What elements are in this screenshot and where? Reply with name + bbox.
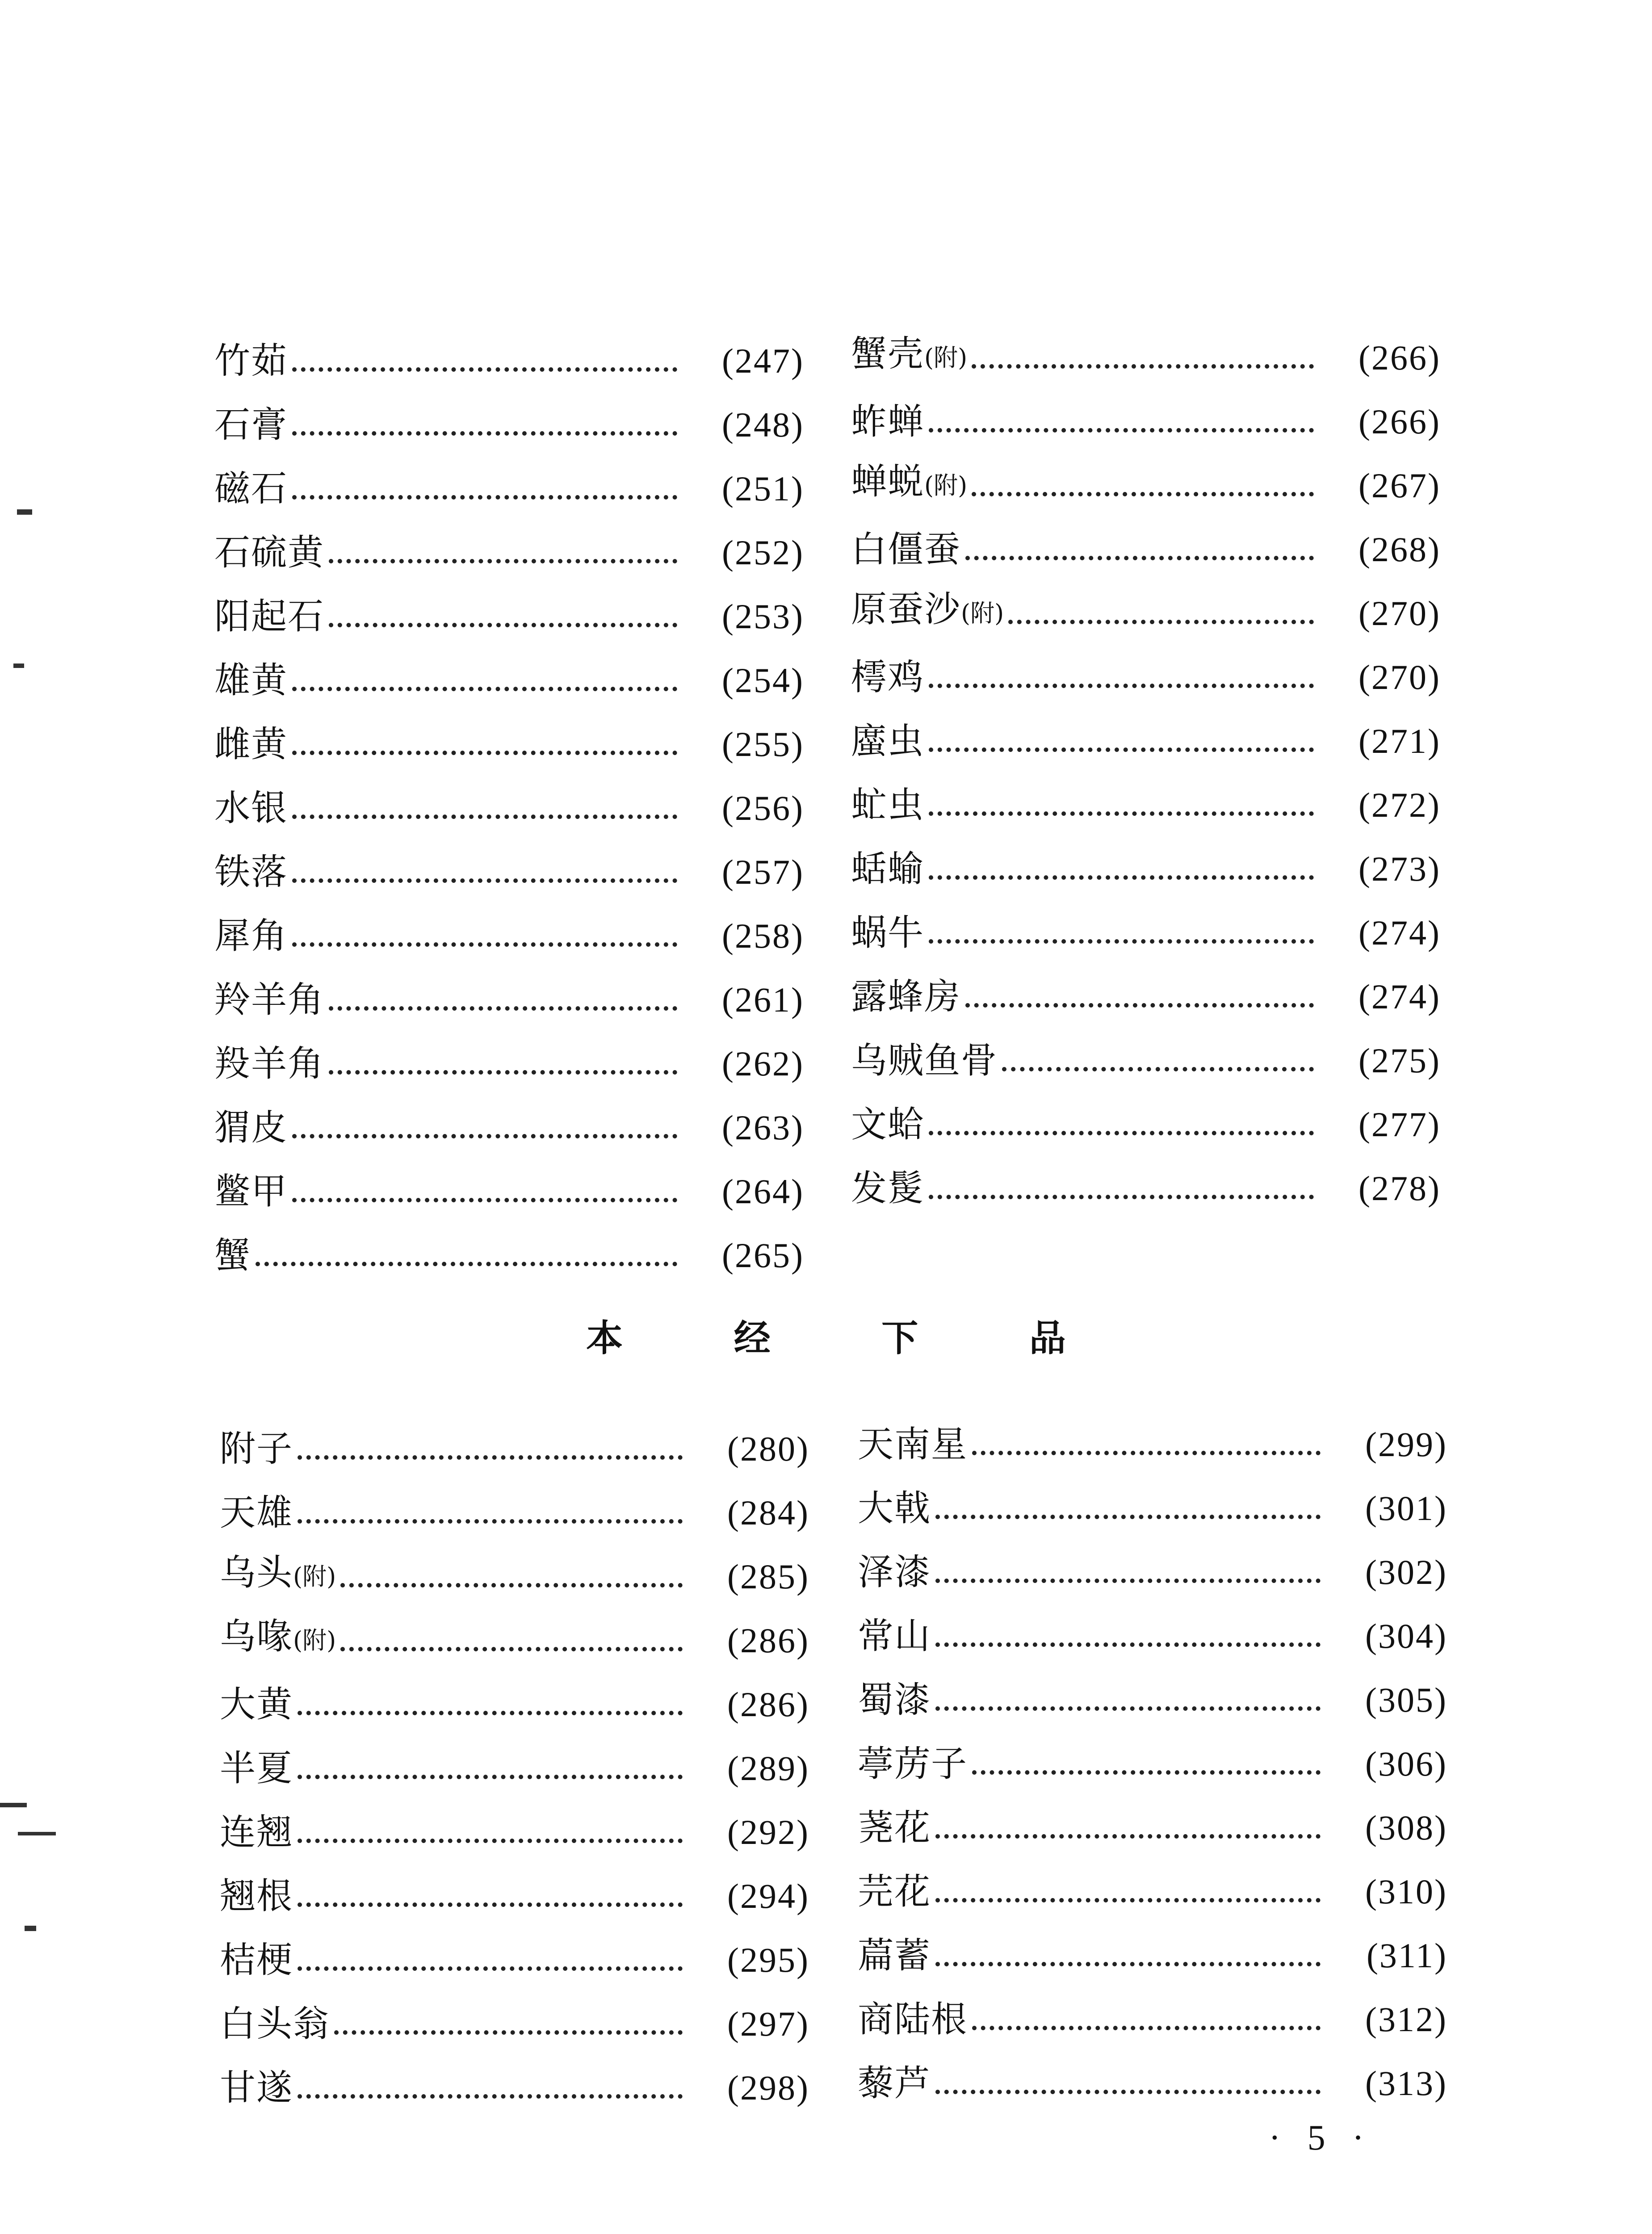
entry-title-text: 原蚕沙 xyxy=(851,588,961,630)
dot-leader xyxy=(292,1198,677,1202)
dot-leader xyxy=(1002,1067,1314,1071)
dot-leader xyxy=(329,1006,677,1011)
entry-title-text: 樗鸡 xyxy=(851,656,924,698)
dot-leader xyxy=(329,623,677,627)
entry-page-number: (264) xyxy=(722,1172,804,1211)
entry-title-text: 大黄 xyxy=(220,1684,293,1725)
entry-page-number: (271) xyxy=(1358,722,1441,760)
entry-title xyxy=(851,1038,998,1083)
scan-speck xyxy=(13,663,24,668)
entry-title xyxy=(220,1746,293,1791)
dot-leader xyxy=(298,1775,683,1779)
entry-title xyxy=(851,847,924,891)
entry-page-number: (298) xyxy=(727,2068,809,2107)
dot-leader xyxy=(334,2030,683,2035)
entry-page-number: (304) xyxy=(1365,1617,1447,1655)
toc-entry xyxy=(851,1083,1441,1147)
dot-leader xyxy=(935,1579,1321,1583)
entry-page-number: (286) xyxy=(727,1621,809,1660)
toc-entry xyxy=(851,955,1441,1019)
toc-entry xyxy=(851,1019,1441,1083)
dot-leader xyxy=(929,747,1314,752)
entry-page-number: (267) xyxy=(1358,466,1441,505)
toc-entry xyxy=(214,511,804,575)
entry-page-number: (258) xyxy=(722,916,804,955)
toc-entry xyxy=(858,1786,1447,1850)
dot-leader xyxy=(298,1902,683,1907)
toc-entry xyxy=(220,1727,809,1791)
entry-title xyxy=(858,1806,931,1850)
entry-title-text: 萹蓄 xyxy=(858,1935,931,1976)
dot-leader xyxy=(298,1455,683,1460)
toc-entry xyxy=(858,1914,1447,1978)
entry-page-number: (312) xyxy=(1365,2000,1447,2039)
entry-title-text: 蚱蝉 xyxy=(851,401,924,442)
entry-title xyxy=(214,1233,251,1278)
entry-title-text: 乌头 xyxy=(220,1552,293,1593)
dot-leader xyxy=(929,1131,1314,1135)
dot-leader xyxy=(1008,620,1314,624)
entry-page-number: (263) xyxy=(722,1108,804,1147)
entry-page-number: (313) xyxy=(1365,2064,1447,2103)
entry-title xyxy=(214,1169,288,1214)
entry-title xyxy=(220,1810,293,1855)
entry-title xyxy=(214,594,324,639)
entry-title xyxy=(220,1682,293,1727)
toc-column-upper-right xyxy=(851,316,1441,1211)
toc-entry xyxy=(858,1467,1447,1531)
entry-page-number: (247) xyxy=(722,341,804,380)
dot-leader xyxy=(929,684,1314,688)
toc-entry xyxy=(851,444,1441,508)
entry-title xyxy=(214,658,288,703)
toc-entry xyxy=(851,1147,1441,1211)
toc-entry xyxy=(214,894,804,958)
entry-title xyxy=(851,783,924,827)
toc-entry xyxy=(214,447,804,511)
entry-title xyxy=(851,1102,924,1147)
entry-title xyxy=(851,1166,924,1211)
entry-title xyxy=(220,1550,336,1599)
entry-title xyxy=(220,1491,293,1535)
toc-entry xyxy=(220,1791,809,1855)
dot-leader xyxy=(292,1134,677,1138)
entry-title xyxy=(858,1422,968,1467)
entry-title-text: 常山 xyxy=(858,1615,931,1657)
entry-page-number: (289) xyxy=(727,1749,809,1788)
entry-title-text: 蝉蜕 xyxy=(851,461,924,502)
scan-speck xyxy=(0,1803,27,1807)
entry-title-text: 藜芦 xyxy=(858,2062,931,2104)
entry-page-number: (280) xyxy=(727,1429,809,1468)
entry-page-number: (310) xyxy=(1365,1872,1447,1911)
entry-title xyxy=(220,1427,293,1471)
entry-title-text: 竹茹 xyxy=(214,340,288,382)
entry-page-number: (255) xyxy=(722,725,804,764)
toc-entry xyxy=(214,767,804,831)
entry-page-number: (295) xyxy=(727,1940,809,1979)
entry-title-text: 露蜂房 xyxy=(851,976,961,1017)
entry-title-text: 发髲 xyxy=(851,1167,924,1209)
entry-appendix-note: (附) xyxy=(924,471,968,500)
scan-speck xyxy=(17,509,32,515)
entry-title-text: 猬皮 xyxy=(214,1107,288,1148)
dot-leader xyxy=(292,367,677,372)
entry-title xyxy=(858,1742,968,1786)
entry-title xyxy=(214,786,288,831)
entry-title xyxy=(858,1997,968,2042)
entry-title-text: 蛞蝓 xyxy=(851,848,924,890)
dot-leader xyxy=(972,1770,1321,1775)
entry-title xyxy=(851,719,924,764)
toc-entry xyxy=(851,572,1441,636)
entry-page-number: (256) xyxy=(722,789,804,827)
entry-title xyxy=(220,1874,293,1919)
dot-leader xyxy=(972,1451,1321,1455)
toc-entry xyxy=(220,2046,809,2110)
entry-page-number: (292) xyxy=(727,1813,809,1852)
toc-entry xyxy=(220,1855,809,1919)
entry-title-text: 蜗牛 xyxy=(851,912,924,953)
dot-leader xyxy=(972,364,1314,369)
dot-leader xyxy=(935,1898,1321,1902)
entry-title-text: 水银 xyxy=(214,787,288,829)
dot-leader xyxy=(929,875,1314,880)
entry-title-text: 铁落 xyxy=(214,851,288,893)
entry-page-number: (274) xyxy=(1358,913,1441,952)
entry-page-number: (262) xyxy=(722,1044,804,1083)
dot-leader xyxy=(292,431,677,436)
dot-leader xyxy=(292,942,677,947)
entry-title xyxy=(214,914,288,958)
toc-entry xyxy=(214,1086,804,1150)
dot-leader xyxy=(935,1515,1321,1519)
toc-entry xyxy=(851,891,1441,955)
entry-page-number: (270) xyxy=(1358,594,1441,633)
entry-page-number: (266) xyxy=(1358,402,1441,441)
entry-page-number: (286) xyxy=(727,1685,809,1724)
section-title-lower-grade: 本 经 下 品 xyxy=(586,1317,1115,1360)
entry-title-text: 䗪虫 xyxy=(851,720,924,762)
dot-leader xyxy=(929,428,1314,433)
entry-title xyxy=(220,1938,293,1982)
dot-leader xyxy=(292,687,677,691)
toc-entry xyxy=(858,1722,1447,1786)
entry-page-number: (252) xyxy=(722,533,804,572)
entry-title-text: 蟹壳 xyxy=(851,333,924,374)
entry-title-text: 鳖甲 xyxy=(214,1171,288,1212)
entry-page-number: (273) xyxy=(1358,849,1441,888)
entry-title-text: 羚羊角 xyxy=(214,979,324,1020)
entry-title xyxy=(858,1869,931,1914)
entry-title-text: 乌贼鱼骨 xyxy=(851,1040,998,1081)
entry-page-number: (268) xyxy=(1358,530,1441,569)
entry-title xyxy=(214,1041,324,1086)
dot-leader xyxy=(972,2026,1321,2030)
entry-title-text: 石膏 xyxy=(214,404,288,445)
toc-entry xyxy=(214,958,804,1022)
entry-page-number: (306) xyxy=(1365,1744,1447,1783)
entry-title xyxy=(214,403,288,447)
entry-page-number: (266) xyxy=(1358,338,1441,377)
scan-speck xyxy=(25,1926,36,1931)
entry-title-text: 连翘 xyxy=(220,1811,293,1853)
entry-title xyxy=(858,2061,931,2106)
entry-title-text: 白头翁 xyxy=(220,2003,330,2045)
dot-leader xyxy=(298,1711,683,1715)
entry-page-number: (284) xyxy=(727,1493,809,1532)
entry-page-number: (257) xyxy=(722,852,804,891)
entry-title-text: 荛花 xyxy=(858,1807,931,1848)
entry-page-number: (299) xyxy=(1365,1425,1447,1464)
toc-entry xyxy=(214,575,804,639)
toc-entry xyxy=(214,831,804,894)
entry-title xyxy=(214,339,288,383)
entry-title-text: 雄黄 xyxy=(214,659,288,701)
toc-entry xyxy=(220,1407,809,1471)
toc-entry xyxy=(858,1531,1447,1595)
entry-title-text: 天雄 xyxy=(220,1492,293,1533)
toc-entry xyxy=(214,1214,804,1278)
entry-title xyxy=(851,459,967,508)
entry-title-text: 虻虫 xyxy=(851,784,924,826)
entry-page-number: (275) xyxy=(1358,1041,1441,1080)
entry-title-text: 天南星 xyxy=(858,1424,968,1465)
toc-entry xyxy=(220,1535,809,1599)
entry-page-number: (305) xyxy=(1365,1680,1447,1719)
dot-leader xyxy=(292,495,677,500)
entry-title-text: 桔梗 xyxy=(220,1939,293,1981)
dot-leader xyxy=(929,811,1314,816)
page-folio: · 5 · xyxy=(1269,2118,1373,2158)
entry-page-number: (270) xyxy=(1358,658,1441,697)
entry-title xyxy=(858,1933,931,1978)
entry-page-number: (272) xyxy=(1358,785,1441,824)
entry-page-number: (297) xyxy=(727,2004,809,2043)
entry-title-text: 石硫黄 xyxy=(214,532,324,573)
entry-page-number: (302) xyxy=(1365,1553,1447,1592)
dot-leader xyxy=(935,1706,1321,1711)
entry-title xyxy=(851,655,924,700)
entry-title-text: 乌喙 xyxy=(220,1616,293,1657)
toc-entry xyxy=(851,636,1441,700)
dot-leader xyxy=(329,1070,677,1075)
entry-title xyxy=(214,466,288,511)
toc-column-lower-left xyxy=(220,1407,809,2110)
dot-leader xyxy=(972,492,1314,496)
entry-appendix-note: (附) xyxy=(961,599,1004,627)
toc-entry xyxy=(851,380,1441,444)
entry-title-text: 商陆根 xyxy=(858,1999,968,2040)
toc-entry xyxy=(214,703,804,767)
entry-title-text: 磁石 xyxy=(214,468,288,509)
entry-title-text: 葶苈子 xyxy=(858,1743,968,1785)
entry-page-number: (277) xyxy=(1358,1105,1441,1144)
entry-title xyxy=(851,587,1004,636)
dot-leader xyxy=(298,1839,683,1843)
toc-entry xyxy=(858,1659,1447,1722)
entry-title xyxy=(851,974,961,1019)
entry-title-text: 半夏 xyxy=(220,1747,293,1789)
toc-entry xyxy=(214,1022,804,1086)
dot-leader xyxy=(935,2090,1321,2094)
toc-entry xyxy=(220,1471,809,1535)
dot-leader xyxy=(298,1966,683,1971)
dot-leader xyxy=(340,1583,683,1587)
entry-page-number: (274) xyxy=(1358,977,1441,1016)
entry-title xyxy=(220,1614,336,1663)
dot-leader xyxy=(935,1962,1321,1966)
dot-leader xyxy=(340,1647,683,1651)
toc-entry xyxy=(214,319,804,383)
entry-title xyxy=(851,527,961,572)
entry-page-number: (311) xyxy=(1366,1936,1447,1975)
toc-entry xyxy=(858,1978,1447,2042)
dot-leader xyxy=(292,815,677,819)
dot-leader xyxy=(298,1519,683,1524)
entry-title-text: 甘遂 xyxy=(220,2067,293,2108)
entry-page-number: (294) xyxy=(727,1877,809,1915)
toc-entry xyxy=(220,1663,809,1727)
toc-column-lower-right xyxy=(858,1403,1447,2106)
toc-entry xyxy=(214,1150,804,1214)
entry-page-number: (253) xyxy=(722,597,804,636)
toc-entry xyxy=(858,1850,1447,1914)
entry-title-text: 阳起石 xyxy=(214,596,324,637)
entry-title-text: 文蛤 xyxy=(851,1104,924,1145)
entry-title-text: 羖羊角 xyxy=(214,1043,324,1084)
entry-title xyxy=(214,978,324,1022)
toc-entry xyxy=(858,1403,1447,1467)
entry-title-text: 芫花 xyxy=(858,1871,931,1912)
entry-appendix-note: (附) xyxy=(924,344,968,372)
entry-page-number: (285) xyxy=(727,1557,809,1596)
toc-entry xyxy=(851,764,1441,827)
entry-title-text: 白僵蚕 xyxy=(851,529,961,570)
dot-leader xyxy=(292,878,677,883)
dot-leader xyxy=(292,751,677,755)
entry-page-number: (301) xyxy=(1365,1489,1447,1528)
entry-page-number: (248) xyxy=(722,405,804,444)
entry-page-number: (308) xyxy=(1365,1808,1447,1847)
toc-entry xyxy=(851,827,1441,891)
entry-page-number: (265) xyxy=(722,1236,804,1275)
entry-page-number: (254) xyxy=(722,661,804,700)
toc-entry xyxy=(851,316,1441,380)
toc-entry xyxy=(858,1595,1447,1659)
entry-title xyxy=(851,399,924,444)
toc-entry xyxy=(851,700,1441,764)
entry-page-number: (251) xyxy=(722,469,804,508)
dot-leader xyxy=(929,939,1314,944)
toc-entry xyxy=(220,1919,809,1982)
dot-leader xyxy=(965,1003,1314,1008)
dot-leader xyxy=(256,1262,677,1266)
dot-leader xyxy=(298,2094,683,2099)
dot-leader xyxy=(329,559,677,563)
entry-title xyxy=(214,1105,288,1150)
entry-title-text: 翘根 xyxy=(220,1875,293,1917)
entry-title-text: 蟹 xyxy=(214,1235,251,1276)
entry-title xyxy=(858,1486,931,1531)
entry-title xyxy=(214,530,324,575)
entry-page-number: (261) xyxy=(722,980,804,1019)
entry-title-text: 附子 xyxy=(220,1428,293,1470)
entry-appendix-note: (附) xyxy=(293,1562,336,1591)
entry-title-text: 犀角 xyxy=(214,915,288,957)
dot-leader xyxy=(965,556,1314,560)
entry-title xyxy=(858,1550,931,1595)
entry-title xyxy=(214,850,288,894)
entry-title xyxy=(858,1678,931,1722)
toc-entry xyxy=(851,508,1441,572)
dot-leader xyxy=(935,1834,1321,1839)
entry-title xyxy=(851,911,924,955)
entry-title xyxy=(858,1614,931,1659)
entry-title xyxy=(851,332,967,380)
entry-page-number: (278) xyxy=(1358,1169,1441,1208)
scan-speck xyxy=(18,1832,56,1835)
toc-entry xyxy=(858,2042,1447,2106)
entry-title xyxy=(214,722,288,767)
toc-entry xyxy=(214,383,804,447)
entry-title xyxy=(220,2066,293,2110)
entry-title-text: 泽漆 xyxy=(858,1551,931,1593)
entry-title-text: 雌黄 xyxy=(214,723,288,765)
dot-leader xyxy=(935,1642,1321,1647)
toc-entry xyxy=(220,1599,809,1663)
toc-entry xyxy=(214,639,804,703)
entry-title-text: 大戟 xyxy=(858,1487,931,1529)
entry-title xyxy=(220,2002,330,2046)
toc-entry xyxy=(220,1982,809,2046)
entry-appendix-note: (附) xyxy=(293,1626,336,1655)
dot-leader xyxy=(929,1195,1314,1199)
entry-title-text: 蜀漆 xyxy=(858,1679,931,1721)
toc-column-upper-left xyxy=(214,319,804,1278)
